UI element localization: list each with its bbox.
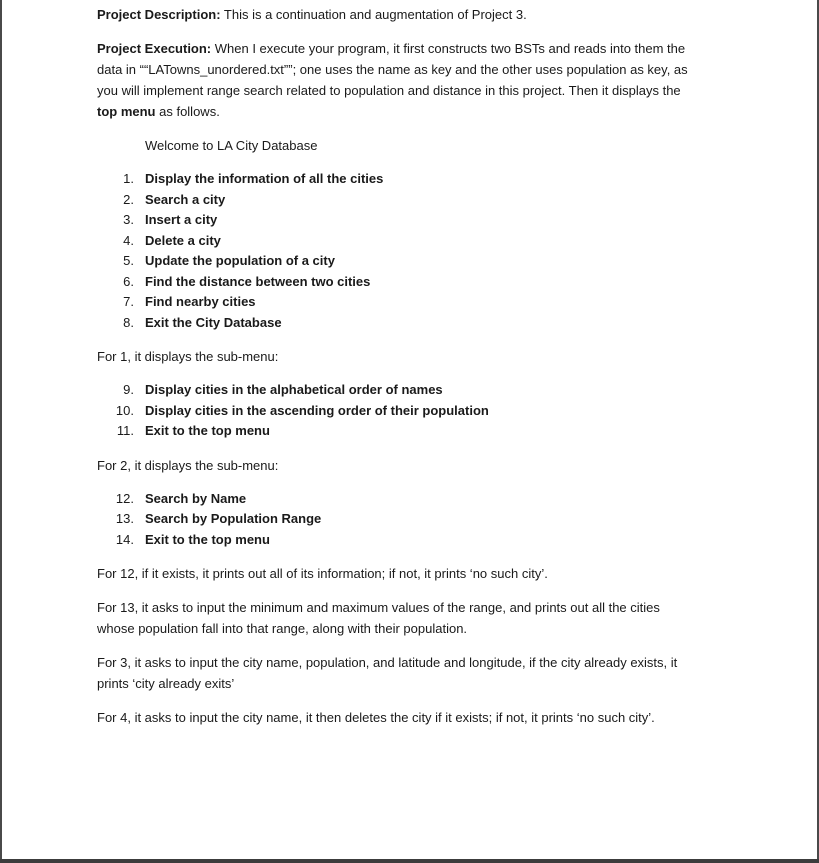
menu-item-label: Display cities in the ascending order of their population [145, 402, 489, 418]
welcome-title: Welcome to LA City Database [145, 138, 318, 153]
project-description-paragraph [97, 4, 717, 25]
menu-item-number: 8. [123, 314, 134, 330]
menu-item-label: Search by Population Range [145, 511, 322, 526]
menu-item-label: Exit the City Database [145, 314, 282, 330]
top-menu-item [97, 169, 717, 190]
top-menu-item [97, 231, 717, 252]
sub-menu-1-list [97, 380, 717, 442]
menu-item-number: 14. [115, 531, 134, 547]
sub-menu-item [97, 380, 717, 401]
top-menu-item [97, 190, 717, 211]
page-frame-left [0, 0, 2, 863]
menu-item-label: Search a city [145, 191, 226, 207]
top-menu-item [97, 251, 717, 272]
menu-item-number: 5. [123, 253, 134, 268]
option-3-line: prints ‘city already exits’ [97, 676, 235, 691]
document-page [97, 0, 717, 728]
menu-item-number: 13. [115, 511, 134, 526]
top-menu-item [97, 272, 717, 293]
menu-item-number: 12. [115, 490, 134, 506]
sub-menu-1-intro: For 1, it displays the sub-menu: [97, 349, 279, 364]
menu-item-label: Delete a city [145, 232, 221, 248]
menu-item-label: Display the information of all the cities [145, 171, 384, 186]
menu-item-number: 10. [115, 402, 134, 418]
sub-menu-item [97, 509, 717, 530]
menu-item-number: 9. [123, 382, 134, 397]
menu-item-label: Exit to the top menu [145, 531, 270, 547]
sub-menu-item [97, 421, 717, 442]
project-execution-label: Project Execution: [97, 41, 212, 56]
project-execution-line: When I execute your program, it first constructs two BSTs and reads into them the [211, 41, 686, 56]
option-3-paragraph [97, 652, 717, 694]
sub-menu-2-list [97, 489, 717, 551]
project-execution-line: as follows. [155, 104, 220, 119]
option-12-paragraph: For 12, if it exists, it prints out all of its information; if not, it prints ‘no such city’. [97, 566, 548, 581]
page-frame-bottom [0, 859, 819, 863]
menu-item-number: 3. [123, 212, 134, 227]
menu-item-label: Exit to the top menu [145, 423, 270, 438]
menu-item-number: 11. [116, 423, 134, 438]
menu-item-number: 4. [123, 232, 134, 248]
menu-item-label: Find the distance between two cities [145, 273, 371, 289]
option-13-line: whose population fall into that range, along with their population. [97, 621, 468, 636]
menu-item-number: 2. [123, 191, 134, 207]
top-menu-list [97, 169, 717, 333]
menu-item-number: 7. [123, 294, 134, 309]
menu-item-label: Search by Name [145, 490, 247, 506]
menu-item-label: Display cities in the alphabetical order of names [145, 382, 443, 397]
top-menu-item [97, 313, 717, 334]
menu-item-number: 1. [123, 171, 134, 186]
top-menu-item [97, 210, 717, 231]
menu-item-label: Insert a city [145, 212, 218, 227]
option-3-line: For 3, it asks to input the city name, population, and latitude and longitude, if the city already exists, it [97, 655, 678, 670]
menu-item-number: 6. [123, 273, 134, 289]
menu-item-label: Find nearby cities [145, 294, 256, 309]
project-description-label: Project Description: [97, 7, 221, 22]
option-4-paragraph: For 4, it asks to input the city name, it then deletes the city if it exists; if not, it prints ‘no such city’. [97, 710, 655, 725]
project-execution-paragraph [97, 38, 717, 122]
sub-menu-item [97, 489, 717, 510]
project-execution-line: you will implement range search related to population and distance in this project. Then it displays the [97, 83, 681, 98]
project-execution-line: data in ““LATowns_unordered.txt””; one uses the name as key and the other uses population as key, as [97, 62, 688, 77]
sub-menu-item [97, 530, 717, 551]
sub-menu-item [97, 401, 717, 422]
option-13-paragraph [97, 597, 717, 639]
top-menu-term: top menu [97, 104, 156, 119]
top-menu-item [97, 292, 717, 313]
project-description-text: This is a continuation and augmentation of Project 3. [220, 7, 527, 22]
menu-item-label: Update the population of a city [145, 253, 335, 268]
sub-menu-2-intro: For 2, it displays the sub-menu: [97, 457, 279, 473]
option-13-line: For 13, it asks to input the minimum and maximum values of the range, and prints out all the cities [97, 600, 660, 615]
